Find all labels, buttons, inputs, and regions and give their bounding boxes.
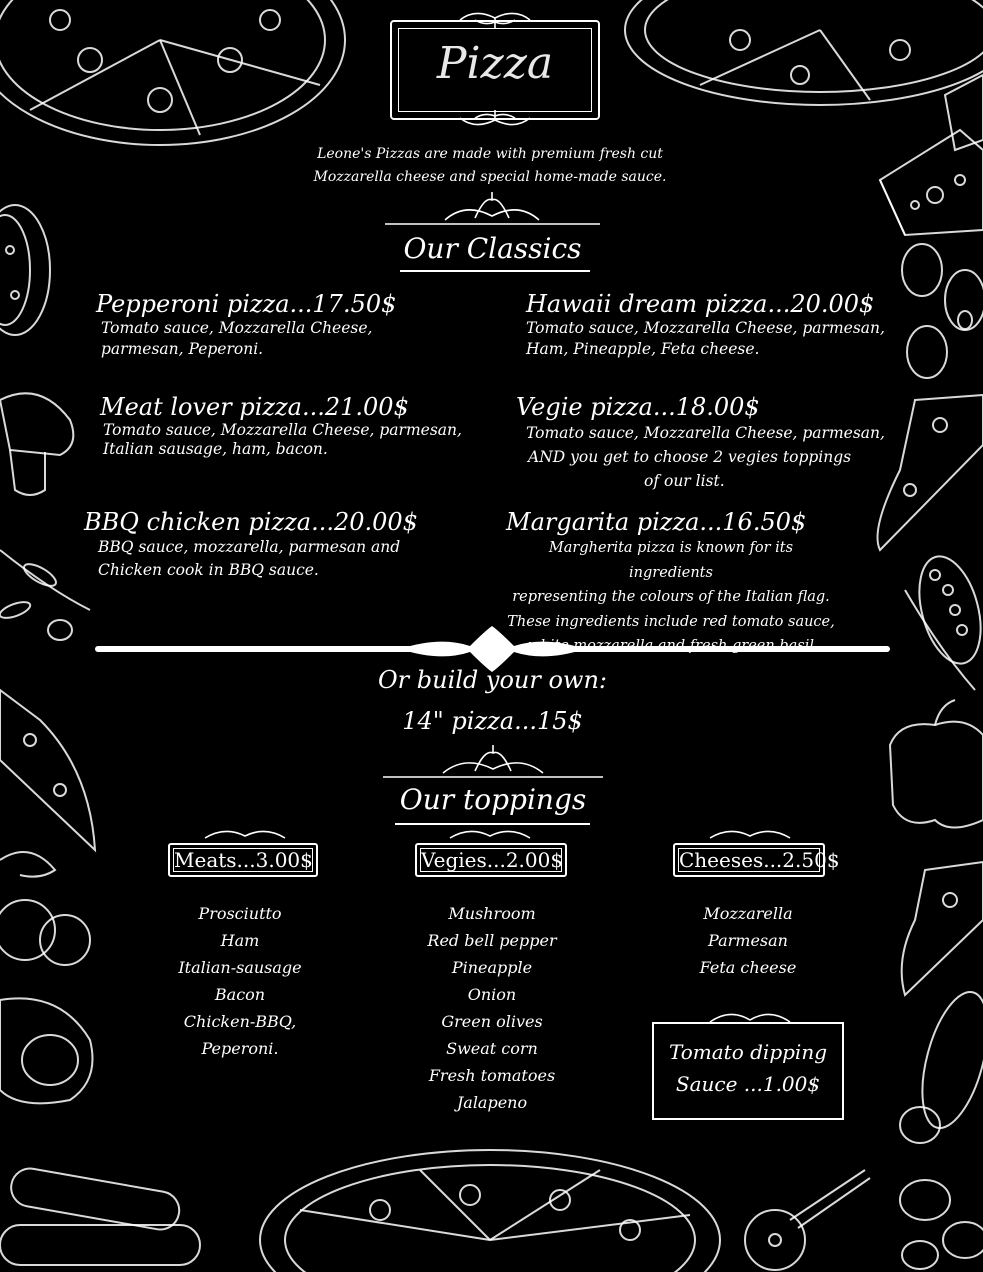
description-line: parmesan, Peperoni. bbox=[101, 340, 264, 358]
description-line: Ham, Pineapple, Feta cheese. bbox=[526, 340, 760, 358]
pizza-illustration-bottom bbox=[260, 1150, 720, 1272]
pizza-name: Vegie pizza...18.00$ bbox=[516, 393, 760, 421]
cheeses-ornament bbox=[705, 826, 795, 842]
vegies-ornament bbox=[445, 826, 535, 842]
intro-line-1: Leone's Pizzas are made with premium fresh cut bbox=[317, 146, 663, 162]
tomato-illustration bbox=[0, 852, 90, 965]
description-line: Chicken cook in BBQ sauce. bbox=[98, 561, 319, 579]
page-title: Pizza bbox=[436, 38, 554, 89]
menu-item-vegie bbox=[516, 393, 916, 493]
meats-ornament bbox=[200, 826, 290, 842]
mushroom-illustration-bottom-right bbox=[900, 1180, 983, 1269]
list-item: Sweat corn bbox=[446, 1039, 538, 1058]
cheeses-list bbox=[662, 900, 834, 981]
list-item: Parmesan bbox=[708, 931, 788, 950]
title-ornament-bottom bbox=[455, 108, 535, 132]
dip-line-2: Sauce ...1.00$ bbox=[675, 1072, 821, 1096]
description-line: AND you get to choose 2 vegies toppings bbox=[528, 448, 852, 466]
list-item: Fresh tomatoes bbox=[428, 1066, 556, 1085]
bell-pepper-illustration bbox=[890, 700, 983, 828]
build-your-own-price: 14" pizza...15$ bbox=[402, 707, 583, 735]
pizza-cutter-illustration bbox=[745, 1170, 870, 1270]
pizza-slice-illustration-lower-right bbox=[902, 862, 983, 995]
list-item: Mushroom bbox=[448, 904, 536, 923]
toppings-ornament bbox=[383, 745, 603, 785]
dip-line-1: Tomato dipping bbox=[668, 1040, 828, 1064]
menu-item-bbq-chicken bbox=[84, 508, 504, 582]
list-item: Mozzarella bbox=[703, 904, 793, 923]
list-item: Peperoni. bbox=[201, 1039, 279, 1058]
ham-illustration bbox=[0, 998, 93, 1103]
intro-text bbox=[280, 143, 700, 189]
corn-illustration bbox=[905, 550, 983, 690]
dip-sauce bbox=[652, 1036, 844, 1100]
vegies-category-label: Vegies...2.00$ bbox=[415, 843, 567, 877]
pizza-name: BBQ chicken pizza...20.00$ bbox=[84, 508, 418, 536]
description-line: Tomato sauce, Mozzarella Cheese, parmesan, bbox=[103, 421, 462, 439]
menu-item-pepperoni bbox=[96, 290, 496, 360]
description-line: Tomato sauce, Mozzarella Cheese, parmesan, bbox=[526, 319, 885, 337]
meats-list bbox=[150, 900, 330, 1062]
description-line: of our list. bbox=[644, 472, 725, 490]
list-item: Pineapple bbox=[451, 958, 533, 977]
pizza-illustration-top-right bbox=[625, 0, 983, 105]
classics-heading: Our Classics bbox=[403, 232, 582, 265]
toppings-underline bbox=[395, 823, 590, 825]
pizza-name: Pepperoni pizza...17.50$ bbox=[96, 290, 397, 318]
menu-item-meat-lover bbox=[100, 393, 520, 459]
pizza-description bbox=[526, 318, 946, 360]
olive-branch-illustration bbox=[0, 550, 90, 640]
classics-ornament bbox=[385, 192, 600, 232]
list-item: Prosciutto bbox=[198, 904, 282, 923]
list-item: Red bell pepper bbox=[427, 931, 557, 950]
pizza-name: Margarita pizza...16.50$ bbox=[506, 508, 807, 536]
toppings-heading: Our toppings bbox=[399, 783, 587, 816]
pizza-illustration-top-left bbox=[0, 0, 345, 145]
build-your-own-heading: Or build your own: bbox=[377, 666, 608, 694]
pizza-slice-illustration-left bbox=[0, 690, 95, 850]
description-line: Tomato sauce, Mozzarella Cheese, bbox=[101, 319, 373, 337]
description-line: BBQ sauce, mozzarella, parmesan and bbox=[98, 538, 401, 556]
sausage-illustration bbox=[0, 1166, 200, 1265]
list-item: Italian-sausage bbox=[178, 958, 302, 977]
list-item: Green olives bbox=[441, 1012, 543, 1031]
list-item: Ham bbox=[220, 931, 260, 950]
classics-underline bbox=[400, 270, 590, 272]
pizza-description bbox=[100, 421, 520, 459]
list-item: Bacon bbox=[214, 985, 266, 1004]
salami-illustration-right bbox=[900, 985, 983, 1143]
vegies-list bbox=[400, 900, 584, 1116]
cheeses-category-label: Cheeses...2.50$ bbox=[673, 843, 825, 877]
pizza-description bbox=[84, 536, 504, 582]
list-item: Jalapeno bbox=[456, 1093, 528, 1112]
salami-illustration-left bbox=[0, 205, 50, 335]
pizza-name: Meat lover pizza...21.00$ bbox=[100, 393, 409, 421]
list-item: Onion bbox=[467, 985, 517, 1004]
description-line: Margherita pizza is known for its ingredients bbox=[548, 540, 794, 581]
description-line: These ingredients include red tomato sauce, bbox=[507, 613, 835, 630]
mushroom-illustration bbox=[0, 393, 73, 495]
list-item: Chicken-BBQ, bbox=[183, 1012, 297, 1031]
intro-line-2: Mozzarella cheese and special home-made sauce. bbox=[313, 169, 667, 185]
pizza-description bbox=[516, 421, 916, 493]
menu-item-hawaii bbox=[526, 290, 946, 360]
description-line: Tomato sauce, Mozzarella Cheese, parmesan, bbox=[526, 424, 885, 442]
meats-category-label: Meats...3.00$ bbox=[168, 843, 318, 877]
list-item: Feta cheese bbox=[699, 958, 797, 977]
description-line: representing the colours of the Italian flag. bbox=[512, 589, 830, 605]
pizza-name: Hawaii dream pizza...20.00$ bbox=[526, 290, 875, 318]
pizza-description bbox=[96, 318, 496, 360]
description-line: Italian sausage, ham, bacon. bbox=[103, 440, 328, 458]
